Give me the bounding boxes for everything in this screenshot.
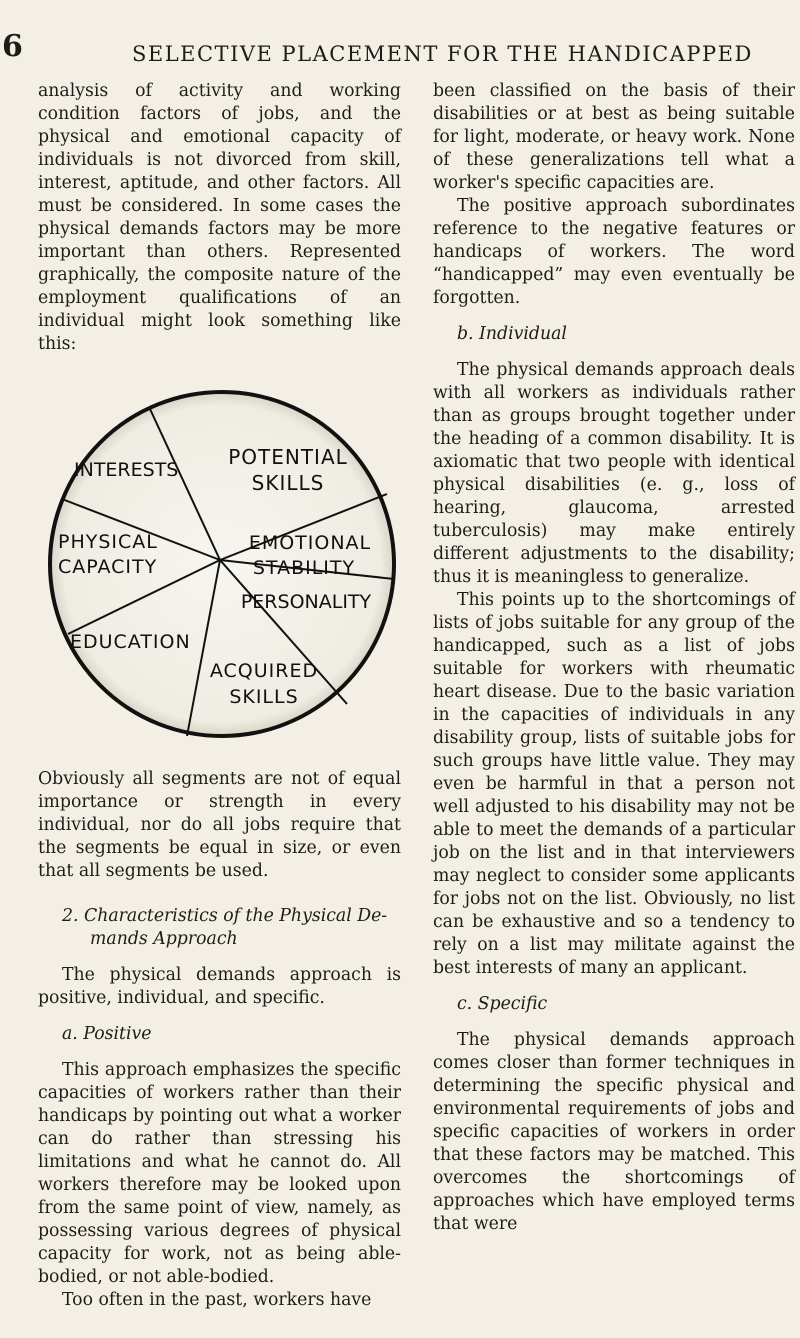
- segment-label-stability: STABILITY: [252, 557, 356, 579]
- subheading-specific: c. Specific: [457, 994, 548, 1014]
- right-column: [433, 80, 795, 1236]
- segment-label-interests: INTERESTS: [74, 459, 179, 481]
- after-figure-paragraph: Obviously all segments are not of equal importance or strength in every individual, nor do all jobs require that the segments be equal in size, or even that all segments be used.: [38, 769, 401, 881]
- positive-paragraph: This approach emphasizes the specific capacities of workers rather than their handicaps by pointing out what a worker can do rather than stressing his limitations and what he cannot do. All workers therefore may be looked upon from the same point of view, namely, as possessing various degrees of physical capacity for work, not as being able-bodied, or not able-bodied.: [38, 1060, 401, 1287]
- running-header: SELECTIVE PLACEMENT FOR THE HANDICAPPED: [132, 42, 753, 66]
- section-heading-line1: 2. Characteristics of the Physical De-: [62, 906, 388, 926]
- positive-paragraph-2: The positive approach subordinates reference to the negative features or handicaps of workers. The word “handicapped” may even eventually be forgotten.: [433, 196, 795, 308]
- segment-label-capacity: CAPACITY: [58, 556, 158, 578]
- section-intro-paragraph: The physical demands approach is positive, individual, and specific.: [38, 965, 401, 1008]
- page-number: 6: [2, 29, 23, 64]
- section-heading-line2: mands Approach: [90, 929, 238, 949]
- left-column: [38, 80, 401, 1312]
- subheading-individual: b. Individual: [457, 324, 567, 344]
- segment-label-personality: PERSONALITY: [240, 591, 372, 613]
- intro-paragraph: analysis of activity and working condition factors of jobs, and the physical and emotional capacity of individuals is not divorced from skill, interest, aptitude, and other factors. All must be considered. In some cases the physical demands factors may be more important than others. Represented graphically, the composite nature of the employment qualifications of an individual might look something like this:: [38, 81, 401, 354]
- segment-label-physical: PHYSICAL: [58, 531, 158, 553]
- segment-label-emotional: EMOTIONAL: [248, 532, 372, 554]
- individual-paragraph-1: The physical demands approach deals with all workers as individuals rather than as groups brought together under the heading of a common disability. It is axiomatic that two people with identical physical disabilities (e. g., loss of hearing, glaucoma, arrested tuberculosis) may make entirely different adjustments to the disability; thus it is meaningless to generalize.: [433, 360, 795, 587]
- specific-paragraph: The physical demands approach comes closer than former techniques in determining the specific physical and environmental requirements of jobs and specific capacities of workers in order that these factors may be matched. This overcomes the shortcomings of approaches which have employed terms that were: [433, 1030, 795, 1234]
- segment-label-skills-bottom: SKILLS: [229, 686, 299, 708]
- segment-label-potential: POTENTIAL: [228, 445, 348, 469]
- segment-label-education: EDUCATION: [70, 631, 191, 653]
- qualifications-diagram: [42, 384, 402, 744]
- section-heading: [38, 905, 401, 951]
- subheading-positive: a. Positive: [62, 1024, 152, 1044]
- qualifications-circle-svg: [42, 384, 402, 744]
- individual-paragraph-2: This points up to the shortcomings of lists of jobs suitable for any group of the handicapped, such as a list of jobs suitable for workers with rheumatic heart disease. Due to the basic variation in the capacities of individuals in any disability group, lists of suitable jobs for such groups have little value. They may even be harmful in that a person not well adjusted to his disability may not be able to meet the demands of a particular job on the list and in that interviewers may neglect to consider some applicants for jobs not on the list. Obviously, no list can be exhaustive and so a tendency to rely on a list may militate against the best interests of many an applicant.: [433, 590, 795, 978]
- segment-label-acquired: ACQUIRED: [209, 660, 319, 682]
- continued-paragraph-left: Too often in the past, workers have: [62, 1290, 372, 1310]
- segment-label-skills-top: SKILLS: [251, 471, 325, 495]
- continued-paragraph-right: been classified on the basis of their disabilities or at best as being suitable for light, moderate, or heavy work. None of these generalizations tell what a worker's specific capacities are.: [433, 81, 795, 193]
